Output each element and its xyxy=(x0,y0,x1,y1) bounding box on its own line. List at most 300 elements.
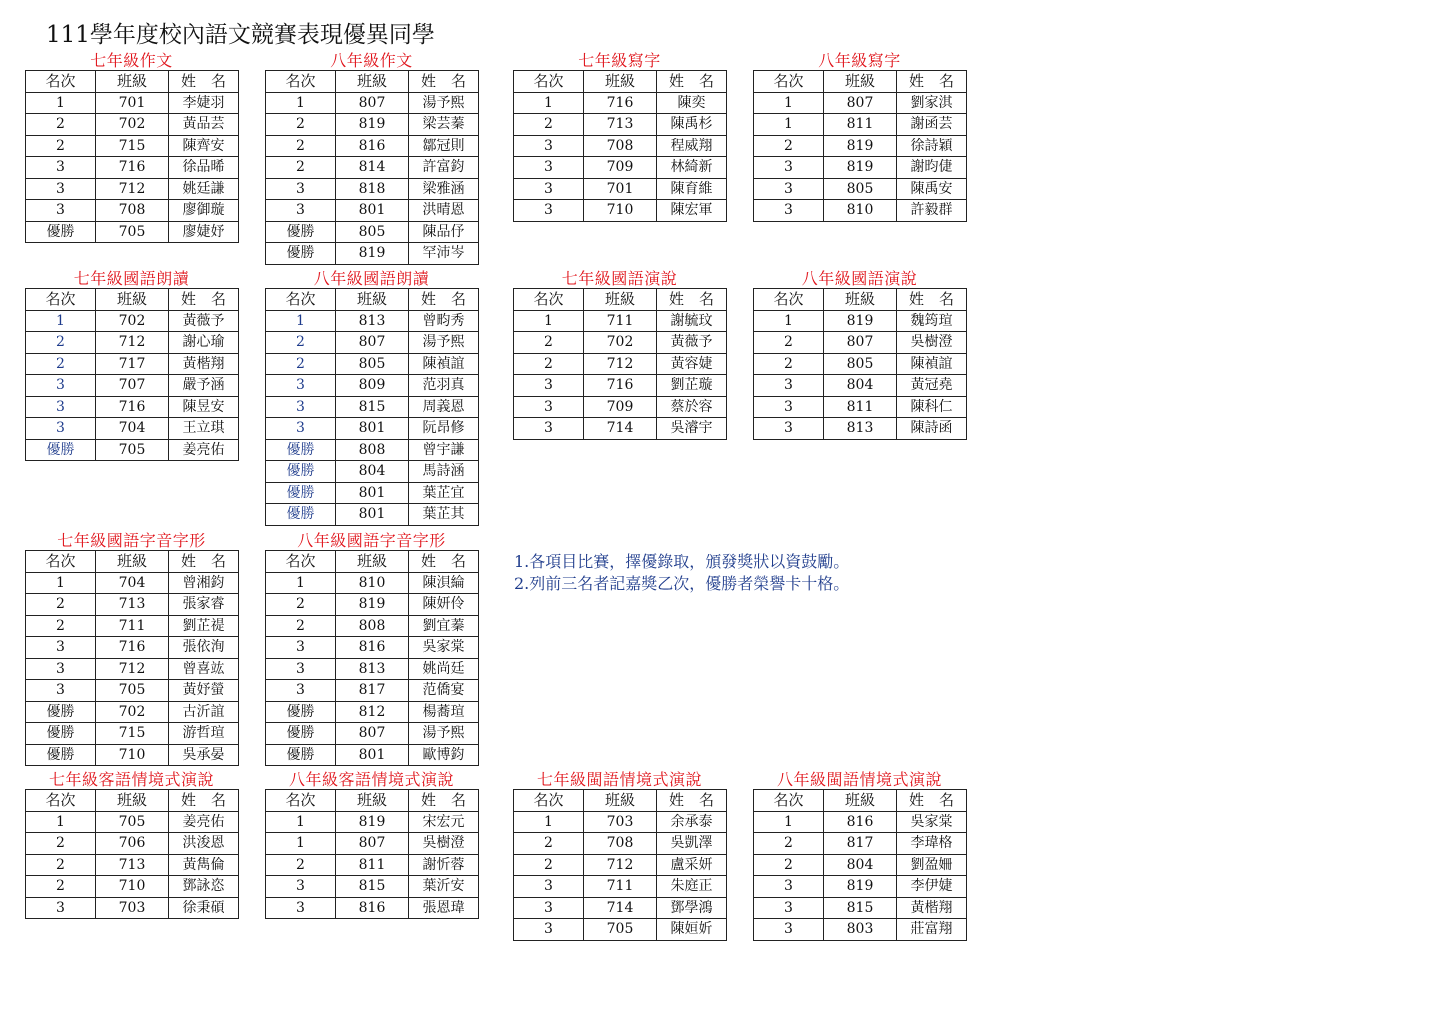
table-row xyxy=(266,504,479,526)
name-cell: 陳昱安 xyxy=(169,396,239,418)
category-title: 八年級國語字音字形 xyxy=(297,531,446,550)
category-title: 八年級國語演說 xyxy=(801,269,918,288)
category-title: 七年級寫字 xyxy=(578,51,661,70)
class-cell: 705 xyxy=(96,439,169,461)
table-header-row xyxy=(514,289,727,311)
class-header: 班級 xyxy=(336,551,409,573)
name-cell: 劉盈姍 xyxy=(897,854,967,876)
rank-cell: 3 xyxy=(514,178,584,200)
table-row xyxy=(514,332,727,354)
table-row xyxy=(754,811,967,833)
class-cell: 804 xyxy=(824,375,897,397)
table-row xyxy=(26,221,239,243)
table-row xyxy=(26,897,239,919)
rank-cell: 3 xyxy=(514,200,584,222)
table-row xyxy=(514,135,727,157)
name-cell: 張依洵 xyxy=(169,637,239,659)
class-cell: 819 xyxy=(336,243,409,265)
name-cell: 張家睿 xyxy=(169,594,239,616)
rank-cell: 3 xyxy=(26,637,96,659)
class-cell: 708 xyxy=(96,200,169,222)
table-row xyxy=(266,811,479,833)
class-cell: 701 xyxy=(96,92,169,114)
table-row xyxy=(514,811,727,833)
name-header: 姓 名 xyxy=(169,551,239,573)
name-cell: 范僑宴 xyxy=(409,680,479,702)
table-row xyxy=(754,396,967,418)
name-cell: 湯予熙 xyxy=(409,332,479,354)
class-cell: 819 xyxy=(824,310,897,332)
rank-cell: 3 xyxy=(754,178,824,200)
category-title: 七年級閩語情境式演說 xyxy=(536,770,702,789)
rank-header: 名次 xyxy=(514,71,584,93)
rank-cell: 1 xyxy=(266,92,336,114)
table-row xyxy=(26,157,239,179)
name-cell: 洪晴恩 xyxy=(409,200,479,222)
name-cell: 陳奕 xyxy=(657,92,727,114)
table-row xyxy=(26,658,239,680)
table-row xyxy=(514,353,727,375)
name-cell: 謝心瑜 xyxy=(169,332,239,354)
table-row xyxy=(754,157,967,179)
class-cell: 713 xyxy=(96,854,169,876)
name-cell: 許毅群 xyxy=(897,200,967,222)
rank-cell: 2 xyxy=(26,615,96,637)
table-row xyxy=(266,876,479,898)
name-cell: 曾湘鈞 xyxy=(169,572,239,594)
rank-cell: 2 xyxy=(754,854,824,876)
table-row xyxy=(514,418,727,440)
name-cell: 黃楷翔 xyxy=(169,353,239,375)
table-row xyxy=(266,744,479,766)
table-row xyxy=(754,200,967,222)
name-cell: 魏筠瑄 xyxy=(897,310,967,332)
name-cell: 陳品伃 xyxy=(409,221,479,243)
table-row xyxy=(26,744,239,766)
table-header-row xyxy=(26,289,239,311)
table-row xyxy=(266,572,479,594)
table-row xyxy=(26,723,239,745)
table-header-row xyxy=(26,790,239,812)
table-row xyxy=(514,854,727,876)
category-title: 七年級作文 xyxy=(90,51,173,70)
rank-header: 名次 xyxy=(266,790,336,812)
rank-cell: 3 xyxy=(26,680,96,702)
class-cell: 811 xyxy=(824,114,897,136)
rank-cell: 3 xyxy=(754,157,824,179)
name-header: 姓 名 xyxy=(897,289,967,311)
rank-cell: 2 xyxy=(266,332,336,354)
name-cell: 梁雅涵 xyxy=(409,178,479,200)
rank-cell: 1 xyxy=(266,811,336,833)
name-cell: 陳禎誼 xyxy=(409,353,479,375)
name-cell: 李伊婕 xyxy=(897,876,967,898)
name-cell: 廖御璇 xyxy=(169,200,239,222)
rank-cell: 1 xyxy=(754,811,824,833)
table-row xyxy=(266,439,479,461)
rank-cell: 3 xyxy=(266,876,336,898)
rank-header: 名次 xyxy=(266,289,336,311)
category-title: 八年級國語朗讀 xyxy=(313,269,430,288)
rank-cell: 3 xyxy=(266,200,336,222)
name-cell: 陳禹杉 xyxy=(657,114,727,136)
table-header-row xyxy=(26,71,239,93)
class-cell: 801 xyxy=(336,418,409,440)
class-cell: 801 xyxy=(336,482,409,504)
name-cell: 吳承晏 xyxy=(169,744,239,766)
table-row xyxy=(26,594,239,616)
class-cell: 805 xyxy=(336,221,409,243)
table-header-row xyxy=(266,551,479,573)
rank-cell: 3 xyxy=(26,200,96,222)
rank-cell: 3 xyxy=(26,396,96,418)
name-cell: 劉芷璇 xyxy=(657,375,727,397)
name-cell: 劉家淇 xyxy=(897,92,967,114)
table-row xyxy=(26,114,239,136)
ranking-table xyxy=(265,789,479,919)
table-row xyxy=(754,135,967,157)
class-cell: 811 xyxy=(824,396,897,418)
table-row xyxy=(266,200,479,222)
rank-cell: 優勝 xyxy=(266,723,336,745)
class-cell: 715 xyxy=(96,723,169,745)
rank-cell: 3 xyxy=(754,396,824,418)
name-cell: 林綺新 xyxy=(657,157,727,179)
rank-cell: 2 xyxy=(26,594,96,616)
name-cell: 吳樹澄 xyxy=(897,332,967,354)
rank-cell: 2 xyxy=(26,114,96,136)
rank-cell: 3 xyxy=(514,418,584,440)
class-cell: 801 xyxy=(336,504,409,526)
class-cell: 815 xyxy=(336,396,409,418)
rank-header: 名次 xyxy=(514,289,584,311)
name-cell: 吳家棠 xyxy=(897,811,967,833)
rank-cell: 優勝 xyxy=(26,701,96,723)
rank-cell: 3 xyxy=(266,680,336,702)
class-cell: 810 xyxy=(336,572,409,594)
rank-cell: 3 xyxy=(514,897,584,919)
class-header: 班級 xyxy=(584,71,657,93)
rank-cell: 2 xyxy=(266,615,336,637)
class-cell: 702 xyxy=(96,701,169,723)
class-cell: 815 xyxy=(824,897,897,919)
table-row xyxy=(514,157,727,179)
rank-cell: 2 xyxy=(754,135,824,157)
name-cell: 黃薇予 xyxy=(169,310,239,332)
class-cell: 704 xyxy=(96,572,169,594)
rank-cell: 3 xyxy=(514,876,584,898)
class-cell: 819 xyxy=(336,811,409,833)
name-cell: 陳姮妡 xyxy=(657,919,727,941)
rank-cell: 優勝 xyxy=(266,461,336,483)
name-cell: 謝函芸 xyxy=(897,114,967,136)
rank-cell: 優勝 xyxy=(266,221,336,243)
rank-cell: 1 xyxy=(266,572,336,594)
table-header-row xyxy=(266,790,479,812)
name-cell: 陳浿綸 xyxy=(409,572,479,594)
table-row xyxy=(754,92,967,114)
name-cell: 嚴予涵 xyxy=(169,375,239,397)
class-cell: 712 xyxy=(584,854,657,876)
class-cell: 804 xyxy=(336,461,409,483)
class-cell: 702 xyxy=(96,310,169,332)
rank-cell: 2 xyxy=(514,353,584,375)
rank-cell: 2 xyxy=(514,332,584,354)
name-cell: 黃楷翔 xyxy=(897,897,967,919)
name-cell: 洪浚恩 xyxy=(169,833,239,855)
table-row xyxy=(266,396,479,418)
table-row xyxy=(26,876,239,898)
class-header: 班級 xyxy=(824,71,897,93)
class-cell: 712 xyxy=(96,332,169,354)
name-cell: 游哲瑄 xyxy=(169,723,239,745)
name-cell: 馬詩涵 xyxy=(409,461,479,483)
class-cell: 710 xyxy=(96,744,169,766)
class-cell: 704 xyxy=(96,418,169,440)
rank-cell: 3 xyxy=(514,919,584,941)
name-cell: 葉沂安 xyxy=(409,876,479,898)
rank-cell: 1 xyxy=(266,310,336,332)
rank-cell: 2 xyxy=(514,114,584,136)
rank-header: 名次 xyxy=(754,289,824,311)
name-header: 姓 名 xyxy=(169,790,239,812)
class-cell: 813 xyxy=(336,658,409,680)
name-header: 姓 名 xyxy=(169,289,239,311)
rank-cell: 1 xyxy=(26,811,96,833)
name-cell: 程威翔 xyxy=(657,135,727,157)
name-cell: 朱庭正 xyxy=(657,876,727,898)
category-title: 七年級國語朗讀 xyxy=(73,269,190,288)
name-cell: 陳禎誼 xyxy=(897,353,967,375)
class-cell: 804 xyxy=(824,854,897,876)
class-cell: 708 xyxy=(584,135,657,157)
table-row xyxy=(26,833,239,855)
class-cell: 816 xyxy=(336,897,409,919)
table-row xyxy=(26,396,239,418)
name-cell: 李婕羽 xyxy=(169,92,239,114)
class-cell: 816 xyxy=(336,637,409,659)
class-cell: 712 xyxy=(584,353,657,375)
rank-cell: 1 xyxy=(266,833,336,855)
table-row xyxy=(266,221,479,243)
table-row xyxy=(26,200,239,222)
class-cell: 709 xyxy=(584,396,657,418)
name-cell: 歐博鈞 xyxy=(409,744,479,766)
rank-cell: 2 xyxy=(514,833,584,855)
class-cell: 716 xyxy=(96,157,169,179)
class-cell: 706 xyxy=(96,833,169,855)
name-cell: 吳濬宇 xyxy=(657,418,727,440)
table-row xyxy=(266,135,479,157)
name-header: 姓 名 xyxy=(409,551,479,573)
name-cell: 蔡於容 xyxy=(657,396,727,418)
table-row xyxy=(26,811,239,833)
table-row xyxy=(754,114,967,136)
class-cell: 805 xyxy=(824,353,897,375)
table-row xyxy=(754,418,967,440)
table-row xyxy=(754,897,967,919)
ranking-table xyxy=(265,550,479,766)
rank-cell: 3 xyxy=(26,418,96,440)
rank-cell: 1 xyxy=(26,310,96,332)
class-cell: 819 xyxy=(824,157,897,179)
rank-cell: 3 xyxy=(754,418,824,440)
class-cell: 807 xyxy=(824,332,897,354)
name-cell: 余承泰 xyxy=(657,811,727,833)
rank-cell: 優勝 xyxy=(26,744,96,766)
name-header: 姓 名 xyxy=(897,790,967,812)
name-header: 姓 名 xyxy=(657,289,727,311)
class-cell: 703 xyxy=(96,897,169,919)
table-row xyxy=(266,310,479,332)
name-cell: 湯予熙 xyxy=(409,723,479,745)
name-cell: 謝昀倢 xyxy=(897,157,967,179)
rank-header: 名次 xyxy=(26,289,96,311)
name-cell: 張恩瑋 xyxy=(409,897,479,919)
table-row xyxy=(26,353,239,375)
table-row xyxy=(514,92,727,114)
table-row xyxy=(266,680,479,702)
class-cell: 816 xyxy=(824,811,897,833)
class-cell: 711 xyxy=(584,310,657,332)
name-cell: 黃雋倫 xyxy=(169,854,239,876)
rank-cell: 2 xyxy=(26,876,96,898)
ranking-table xyxy=(753,789,967,941)
table-row xyxy=(266,594,479,616)
rank-cell: 2 xyxy=(266,854,336,876)
rank-header: 名次 xyxy=(754,790,824,812)
class-header: 班級 xyxy=(96,289,169,311)
table-row xyxy=(754,353,967,375)
name-cell: 周義恩 xyxy=(409,396,479,418)
class-cell: 709 xyxy=(584,157,657,179)
class-cell: 801 xyxy=(336,744,409,766)
name-cell: 徐秉碩 xyxy=(169,897,239,919)
class-cell: 807 xyxy=(336,723,409,745)
class-cell: 712 xyxy=(96,658,169,680)
name-header: 姓 名 xyxy=(409,289,479,311)
table-row xyxy=(266,178,479,200)
name-cell: 謝忻蓉 xyxy=(409,854,479,876)
class-cell: 703 xyxy=(584,811,657,833)
table-row xyxy=(266,157,479,179)
table-row xyxy=(266,375,479,397)
class-cell: 805 xyxy=(824,178,897,200)
rank-cell: 1 xyxy=(514,92,584,114)
table-row xyxy=(514,200,727,222)
table-row xyxy=(266,833,479,855)
table-row xyxy=(266,658,479,680)
class-cell: 816 xyxy=(336,135,409,157)
rank-cell: 3 xyxy=(514,375,584,397)
table-row xyxy=(266,854,479,876)
category-title: 七年級客語情境式演說 xyxy=(48,770,214,789)
table-row xyxy=(266,637,479,659)
table-row xyxy=(754,876,967,898)
rank-cell: 2 xyxy=(26,332,96,354)
ranking-table xyxy=(513,70,727,222)
name-cell: 陳詩函 xyxy=(897,418,967,440)
rank-header: 名次 xyxy=(514,790,584,812)
category-title: 七年級國語字音字形 xyxy=(57,531,206,550)
rank-cell: 2 xyxy=(26,854,96,876)
name-cell: 謝毓玟 xyxy=(657,310,727,332)
rank-cell: 2 xyxy=(26,353,96,375)
rank-cell: 3 xyxy=(26,157,96,179)
rank-cell: 優勝 xyxy=(266,439,336,461)
class-cell: 809 xyxy=(336,375,409,397)
name-cell: 劉芷禔 xyxy=(169,615,239,637)
class-cell: 710 xyxy=(96,876,169,898)
rank-cell: 優勝 xyxy=(266,504,336,526)
name-cell: 吳樹澄 xyxy=(409,833,479,855)
class-header: 班級 xyxy=(96,551,169,573)
name-cell: 李瑋格 xyxy=(897,833,967,855)
table-header-row xyxy=(754,790,967,812)
category-title: 八年級寫字 xyxy=(818,51,901,70)
rank-cell: 3 xyxy=(754,919,824,941)
note-1: 1.各項目比賽，擇優錄取，頒發獎狀以資鼓勵。 xyxy=(514,552,850,571)
rank-header: 名次 xyxy=(26,790,96,812)
rank-cell: 2 xyxy=(266,157,336,179)
class-cell: 716 xyxy=(584,92,657,114)
class-cell: 716 xyxy=(96,637,169,659)
class-cell: 716 xyxy=(96,396,169,418)
class-cell: 710 xyxy=(584,200,657,222)
rank-cell: 1 xyxy=(514,811,584,833)
table-row xyxy=(26,418,239,440)
class-cell: 713 xyxy=(584,114,657,136)
rank-cell: 3 xyxy=(266,897,336,919)
rank-cell: 2 xyxy=(754,332,824,354)
table-header-row xyxy=(514,790,727,812)
class-cell: 803 xyxy=(824,919,897,941)
class-cell: 807 xyxy=(336,92,409,114)
table-row xyxy=(266,353,479,375)
class-header: 班級 xyxy=(96,790,169,812)
name-cell: 曾喜竑 xyxy=(169,658,239,680)
ranking-table xyxy=(265,70,479,265)
class-cell: 702 xyxy=(96,114,169,136)
rank-cell: 3 xyxy=(26,178,96,200)
table-row xyxy=(26,178,239,200)
table-row xyxy=(754,375,967,397)
table-row xyxy=(514,833,727,855)
table-row xyxy=(266,418,479,440)
name-header: 姓 名 xyxy=(657,790,727,812)
notes xyxy=(514,551,849,595)
name-cell: 黃薇予 xyxy=(657,332,727,354)
name-cell: 黃冠堯 xyxy=(897,375,967,397)
name-cell: 阮昂修 xyxy=(409,418,479,440)
rank-cell: 3 xyxy=(26,897,96,919)
rank-header: 名次 xyxy=(266,71,336,93)
class-cell: 707 xyxy=(96,375,169,397)
rank-cell: 3 xyxy=(266,375,336,397)
name-cell: 罕沛岑 xyxy=(409,243,479,265)
rank-cell: 優勝 xyxy=(26,439,96,461)
class-cell: 712 xyxy=(96,178,169,200)
class-cell: 705 xyxy=(96,221,169,243)
rank-cell: 2 xyxy=(26,135,96,157)
table-row xyxy=(26,701,239,723)
rank-header: 名次 xyxy=(266,551,336,573)
ranking-table xyxy=(265,288,479,526)
table-row xyxy=(26,680,239,702)
class-cell: 801 xyxy=(336,200,409,222)
table-row xyxy=(266,114,479,136)
table-header-row xyxy=(266,289,479,311)
